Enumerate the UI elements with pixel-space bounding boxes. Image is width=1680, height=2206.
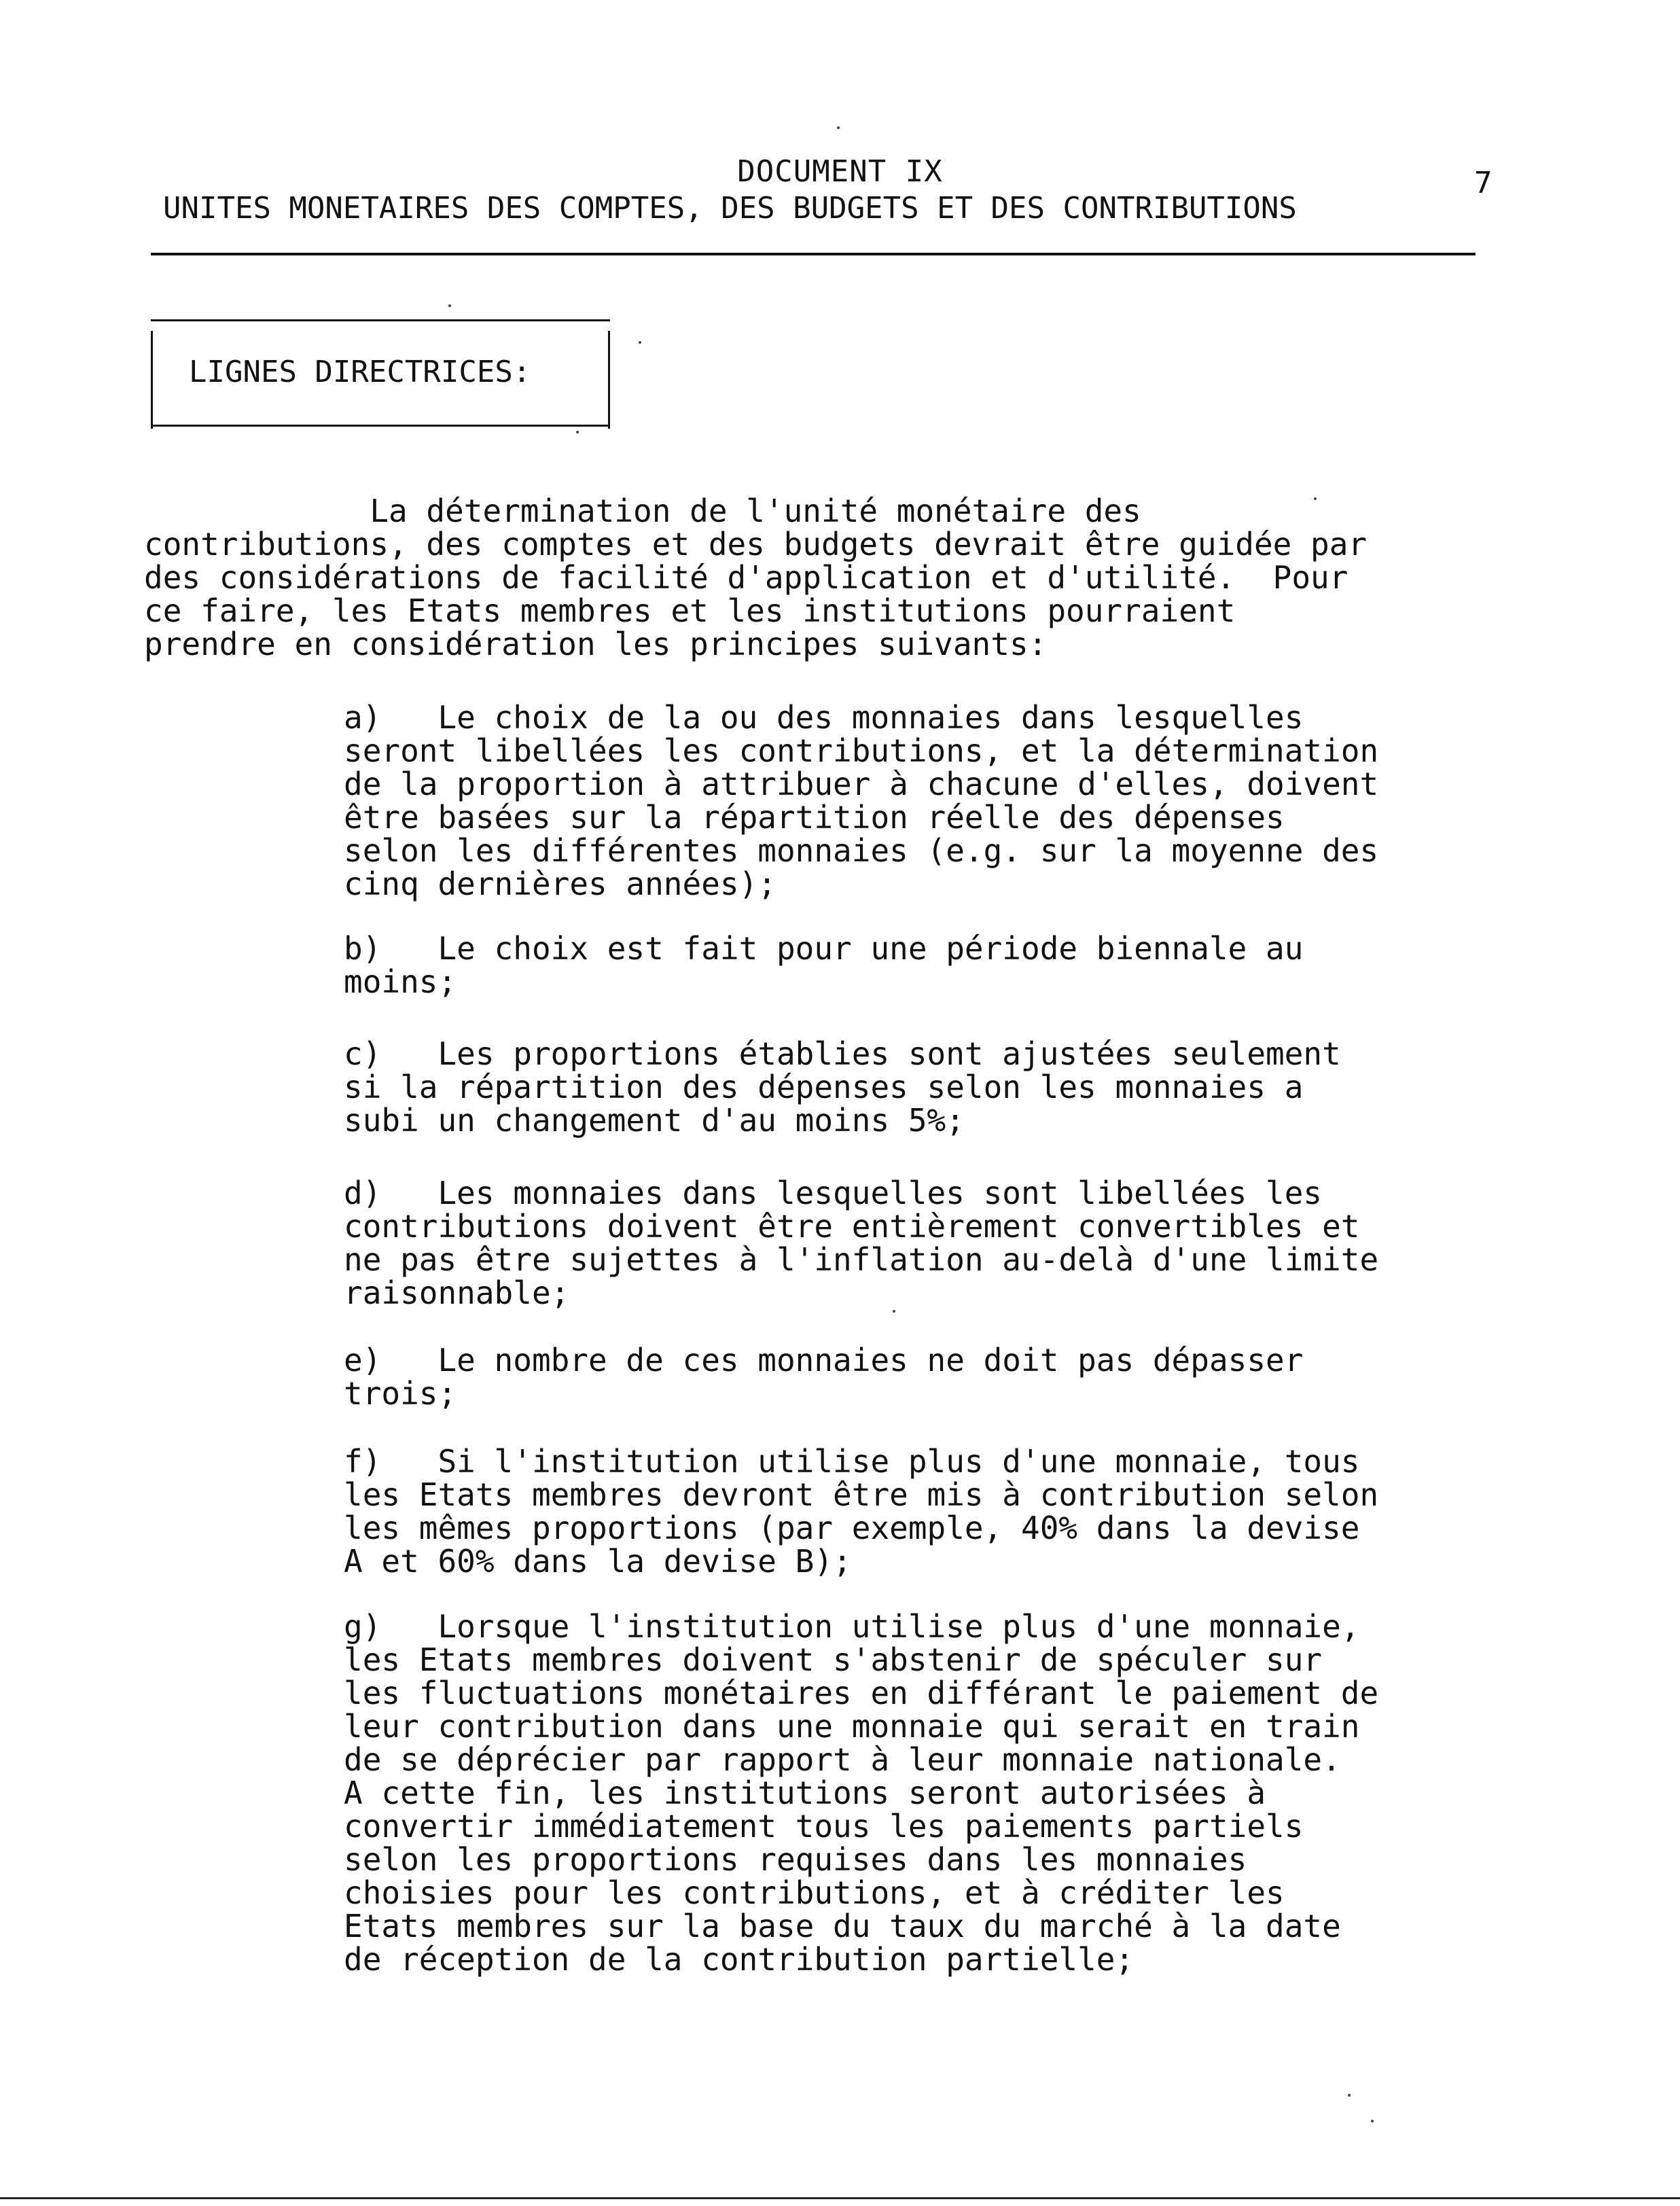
principle-b: b) Le choix est fait pour une période biennale au moins; [344,930,1304,1000]
header-divider [151,253,1476,255]
principle-d: d) Les monnaies dans lesquelles sont libellées les contributions doivent être entièrement convertibles et ne pas être sujettes à l'inflation au-delà d'une limite raisonnable; [344,1175,1379,1311]
principle-f: f) Si l'institution utilise plus d'une monnaie, tous les Etats membres devront être mis à contribution selon les mêmes proportions (par exemple, 40% dans la devise A et 60% dans la devise B); [344,1443,1379,1580]
document-subtitle: UNITES MONETAIRES DES COMPTES, DES BUDGETS ET DES CONTRIBUTIONS [163,191,1297,226]
intro-paragraph: La détermination de l'unité monétaire des contributions, des comptes et des budgets devrait être guidée par des considérations de facilité d'application et d'utilité. Pour ce faire, les Etats membres et les institutions pourraient prendre en considération les principes suivants: [144,493,1368,662]
scan-speck [1348,2094,1351,2097]
document-title: DOCUMENT IX [737,154,943,189]
guidelines-heading: LIGNES DIRECTRICES: [189,355,531,389]
scan-speck [639,341,641,344]
guidelines-box [151,319,610,427]
scan-speck [1314,497,1317,500]
page-number: 7 [1474,166,1493,200]
principle-e: e) Le nombre de ces monnaies ne doit pas dépasser trois; [344,1342,1304,1412]
principle-a: a) Le choix de la ou des monnaies dans lesquelles seront libellées les contributions, et la détermination de la proportion à attribuer à chacune d'elles, doivent être basées sur la répartition réelle des dépenses selon les différentes monnaies (e.g. sur la moyenne des cinq dernières années); [344,699,1379,902]
principle-c: c) Les proportions établies sont ajustées seulement si la répartition des dépenses selon les monnaies a subi un changement d'au moins 5%; [344,1035,1341,1139]
scan-speck [893,1310,895,1313]
scan-speck [448,304,451,307]
principle-g: g) Lorsque l'institution utilise plus d'une monnaie, les Etats membres doivent s'abstenir de spéculer sur les fluctuations monétaires en différant le paiement de leur contribution dans une monnaie qui serait en train de se déprécier par rapport à leur monnaie nationale. A cette fin, les institutions seront autorisées à convertir immédiatement tous les paiements partiels selon les proportions requises dans les monnaies choisies pour les contributions, et à créditer les Etats membres sur la base du taux du marché à la date de réception de la contribution partielle; [344,1608,1379,1978]
scan-speck [576,431,579,433]
scan-speck [1371,2120,1374,2122]
scan-bottom-edge [0,2197,1680,2199]
scan-speck [837,126,840,129]
